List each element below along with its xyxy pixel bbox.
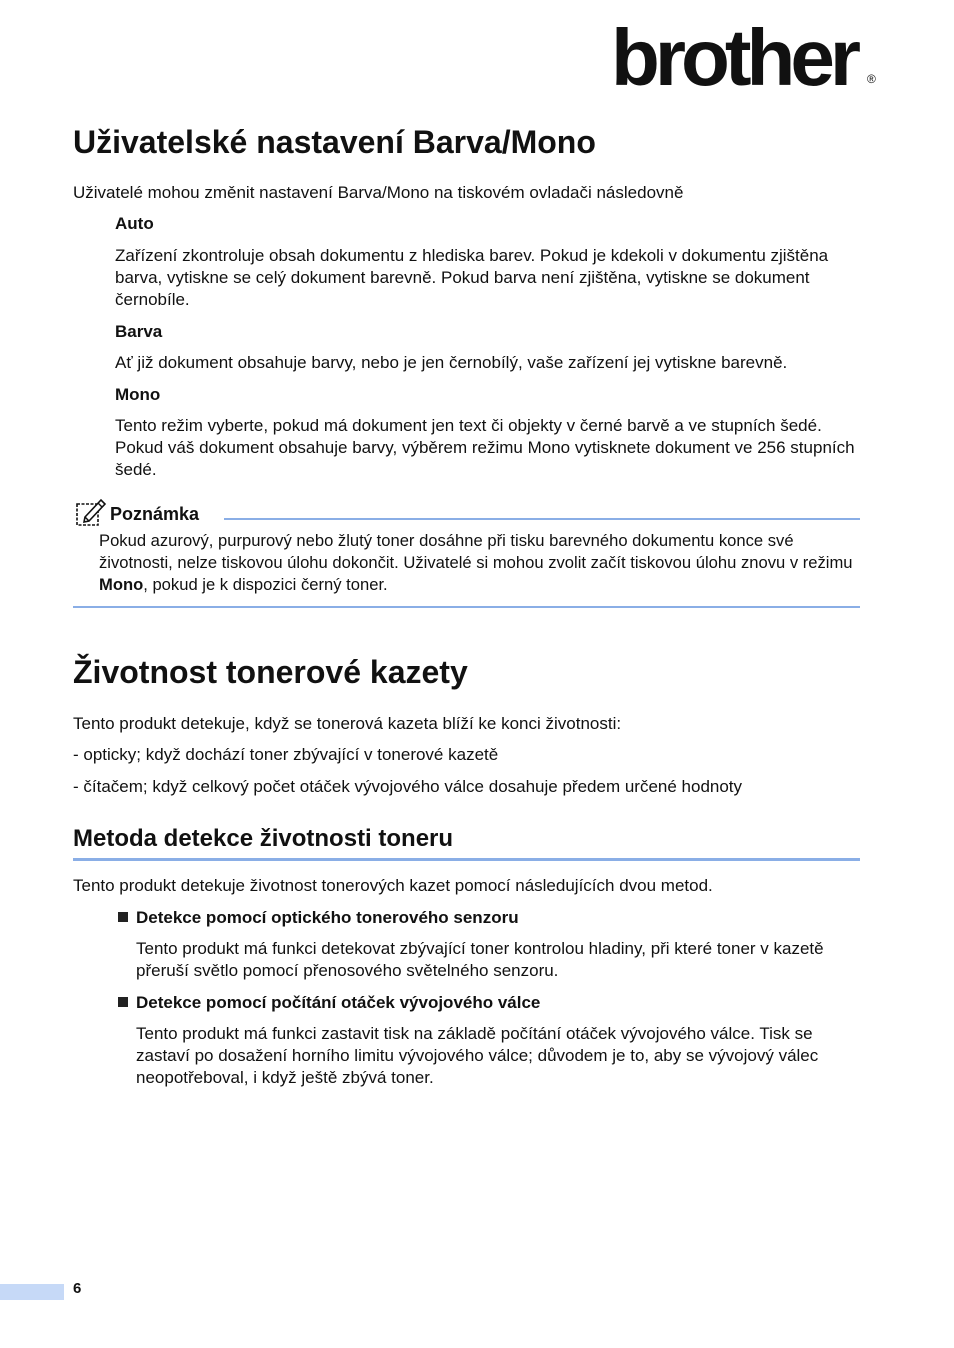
bullet-text-counter: Tento produkt má funkci zastavit tisk na základě počítání otáček vývojového válce. Tisk se zastaví po dosažení horního limitu vývojového válce; důvodem je to, aby se vývojový válec neopotřeboval, i když ještě zbývá toner. — [136, 1024, 819, 1087]
note-top-rule — [224, 518, 860, 520]
term-auto: Auto — [115, 214, 154, 233]
note-bottom-rule — [73, 606, 860, 608]
term-mono: Mono — [115, 385, 161, 404]
section-title-toner-life: Životnost tonerové kazety — [73, 654, 468, 690]
term-auto-desc: Zařízení zkontroluje obsah dokumentu z hlediska barev. Pokud je kdekoli v dokumentu zjištěna barva, vytiskne se celý dokument barevně. Pokud barva není zjištěna, vytiskne se dokument černobíle. — [115, 246, 829, 309]
note-text: Pokud azurový, purpurový nebo žlutý toner dosáhne při tisku barevného dokumentu konce své životnosti, nelze tiskovou úlohu dokončit. Uživatelé si mohou zvolit začít tiskovou úlohu znovu v režimu Mono, pokud je k dispozici černý toner. — [99, 531, 853, 594]
bullet-heading-optical: Detekce pomocí optického tonerového senzoru — [136, 908, 519, 927]
section3-intro: Tento produkt detekuje životnost tonerových kazet pomocí následujících dvou metod. — [73, 876, 713, 895]
bullet-heading-counter: Detekce pomocí počítání otáček vývojového válce — [136, 993, 541, 1012]
bullet-text-optical: Tento produkt má funkci detekovat zbývající toner kontrolou hladiny, při které toner v kazetě přeruší světlo pomocí přenosového světelného senzoru. — [136, 939, 824, 980]
brother-logo: brother — [611, 13, 856, 102]
bullet-square — [118, 997, 128, 1007]
section2-line-optical: - opticky; když dochází toner zbývající v tonerové kazetě — [73, 745, 499, 764]
page-number-bar — [0, 1284, 64, 1300]
bullet-square — [118, 912, 128, 922]
term-mono-desc: Tento režim vyberte, pokud má dokument jen text či objekty v černé barvě a ve stupních šedé. Pokud váš dokument obsahuje barvy, výběrem režimu Mono vytisknete dokument ve 256 stupních šedé. — [115, 416, 855, 479]
page-number: 6 — [73, 1280, 82, 1297]
note-pencil-icon — [75, 497, 107, 527]
term-barva: Barva — [115, 322, 163, 341]
section2-intro: Tento produkt detekuje, když se tonerová kazeta blíží ke konci životnosti: — [73, 714, 622, 733]
section-title-color-mono: Uživatelské nastavení Barva/Mono — [73, 124, 596, 160]
section2-line-counter: - čítačem; když celkový počet otáček vývojového válce dosahuje předem určené hodnoty — [73, 777, 743, 796]
subsection-rule — [73, 858, 860, 861]
note-title: Poznámka — [110, 504, 200, 524]
registered-mark: ® — [867, 72, 876, 86]
term-barva-desc: Ať již dokument obsahuje barvy, nebo je jen černobílý, vaše zařízení jej vytiskne barevně. — [115, 353, 788, 372]
subsection-title-detection-method: Metoda detekce životnosti toneru — [73, 825, 454, 852]
note-text-bold-mono: Mono — [99, 575, 144, 594]
section1-intro: Uživatelé mohou změnit nastavení Barva/Mono na tiskovém ovladači následovně — [73, 183, 684, 202]
